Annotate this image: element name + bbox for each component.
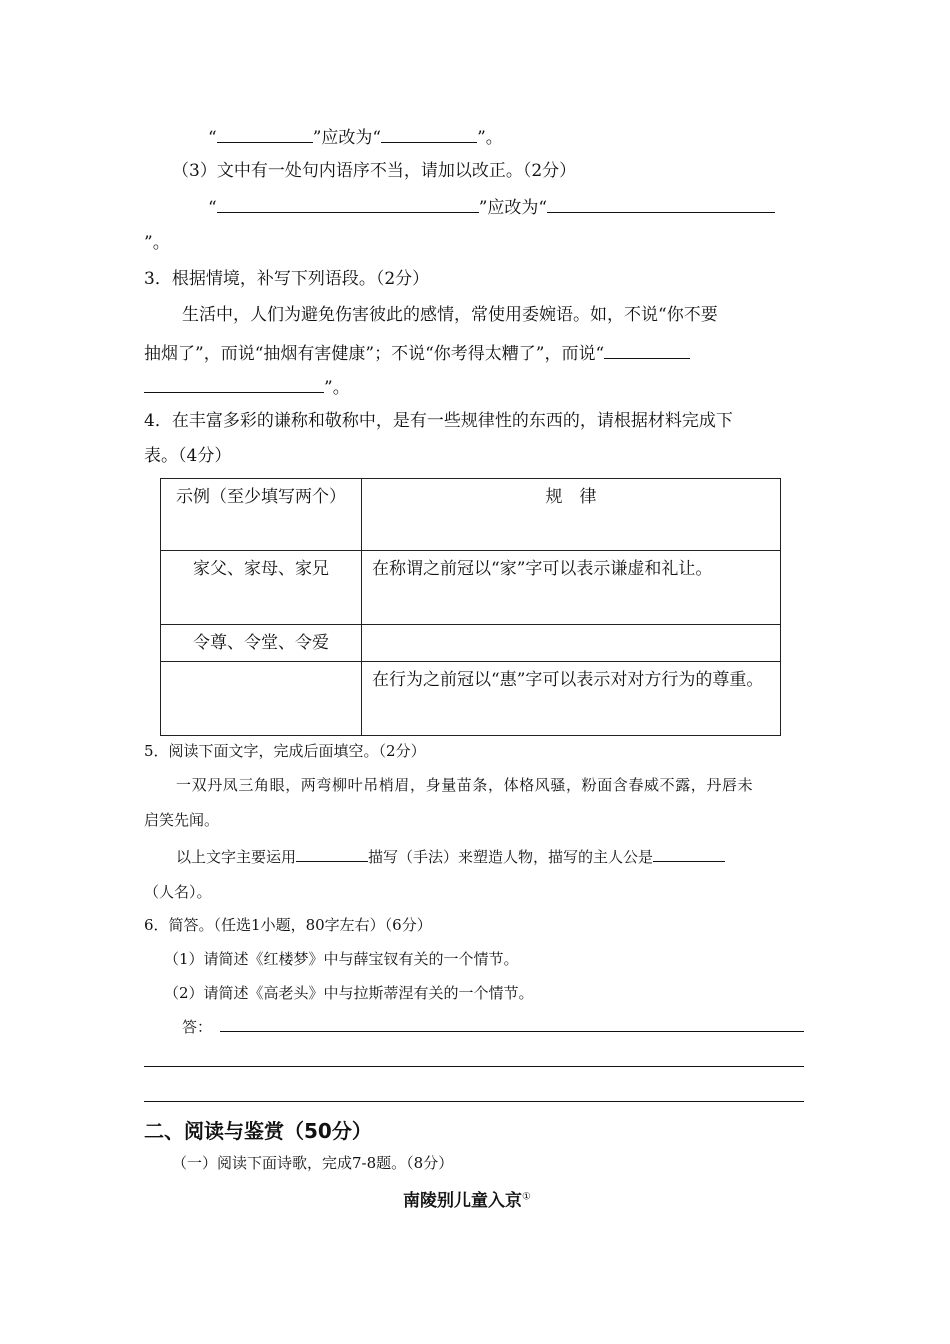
q2-3-correction-line	[208, 196, 775, 219]
footnote-marker: ①	[522, 1191, 531, 1203]
answer-line[interactable]	[144, 1101, 804, 1102]
q2-3-close: ”。	[144, 233, 170, 253]
section-sub-instruction: （一）阅读下面诗歌，完成7-8题。（8分）	[172, 1154, 454, 1172]
q5-fill-end: （人名）。	[144, 883, 212, 901]
header-rule: 规 律	[362, 479, 781, 551]
should-change-to: ”应改为“	[312, 128, 382, 148]
answer-blank[interactable]	[381, 126, 477, 143]
rule-cell-blank[interactable]	[362, 625, 781, 662]
q4-title-line-1: 4．在丰富多彩的谦称和敬称中，是有一些规律性的东西的，请根据材料完成下	[144, 411, 733, 431]
q5-quote-line-2: 启笑先闻。	[144, 811, 220, 829]
rule-cell: 在称谓之前冠以“家”字可以表示谦虚和礼让。	[362, 551, 781, 625]
table-row	[161, 625, 781, 662]
q6-answer-label: 答：	[182, 1018, 213, 1036]
answer-blank[interactable]	[547, 196, 775, 213]
q6-title: 6．简答。（任选1小题，80字左右）（6分）	[144, 916, 432, 934]
q3-title: 3．根据情境，补写下列语段。（2分）	[144, 269, 430, 289]
q3-paragraph-line-3	[144, 376, 350, 399]
answer-line[interactable]	[144, 1066, 804, 1067]
answer-line[interactable]	[220, 1031, 804, 1032]
quote-close: ”。	[324, 378, 350, 398]
q5-quote-line-1: 一双丹凤三角眼，两弯柳叶吊梢眉，身量苗条，体格风骚，粉面含春威不露，丹唇未	[176, 776, 754, 794]
rule-cell: 在行为之前冠以“惠”字可以表示对对方行为的尊重。	[362, 662, 781, 736]
table-header-row	[161, 479, 781, 551]
q6-option-2: （2）请简述《高老头》中与拉斯蒂涅有关的一个情节。	[164, 984, 534, 1002]
example-cell: 令尊、令堂、令爱	[161, 625, 362, 662]
table-row	[161, 662, 781, 736]
should-change-to: ”应改为“	[478, 198, 548, 218]
answer-blank[interactable]	[217, 126, 313, 143]
answer-blank[interactable]	[144, 376, 324, 393]
answer-blank[interactable]	[296, 845, 368, 862]
header-examples: 示例（至少填写两个）	[161, 479, 362, 551]
answer-blank[interactable]	[217, 196, 479, 213]
section-heading: 二、阅读与鉴赏（50分）	[144, 1119, 372, 1143]
quote-open: “	[208, 128, 217, 148]
q5-fill-text-b: 描写（手法）来塑造人物，描写的主人公是	[368, 848, 654, 866]
example-cell: 家父、家母、家兄	[161, 551, 362, 625]
q5-fill-line	[176, 845, 725, 868]
answer-blank[interactable]	[653, 845, 725, 862]
q4-title-line-2: 表。（4分）	[144, 446, 232, 466]
q2-3-prompt: （3）文中有一处句内语序不当，请加以改正。（2分）	[172, 161, 577, 181]
q3-paragraph-line-2	[144, 342, 690, 365]
q5-title: 5．阅读下面文字，完成后面填空。（2分）	[144, 742, 426, 760]
example-cell-blank[interactable]	[161, 662, 362, 736]
poem-title-text: 南陵别儿童入京	[403, 1191, 522, 1211]
answer-blank[interactable]	[604, 342, 690, 359]
q6-option-1: （1）请简述《红楼梦》中与薛宝钗有关的一个情节。	[164, 950, 519, 968]
q2-2-correction-line	[208, 126, 503, 149]
q5-fill-text-a: 以上文字主要运用	[176, 848, 297, 866]
q3-paragraph-text: 抽烟了”，而说“抽烟有害健康”；不说“你考得太糟了”，而说“	[144, 344, 605, 364]
honorific-table	[160, 478, 781, 736]
poem-title	[403, 1186, 531, 1211]
quote-close: ”。	[477, 128, 503, 148]
table-row	[161, 551, 781, 625]
quote-open: “	[208, 198, 217, 218]
q3-paragraph-line-1: 生活中，人们为避免伤害彼此的感情，常使用委婉语。如，不说“你不要	[182, 305, 718, 325]
